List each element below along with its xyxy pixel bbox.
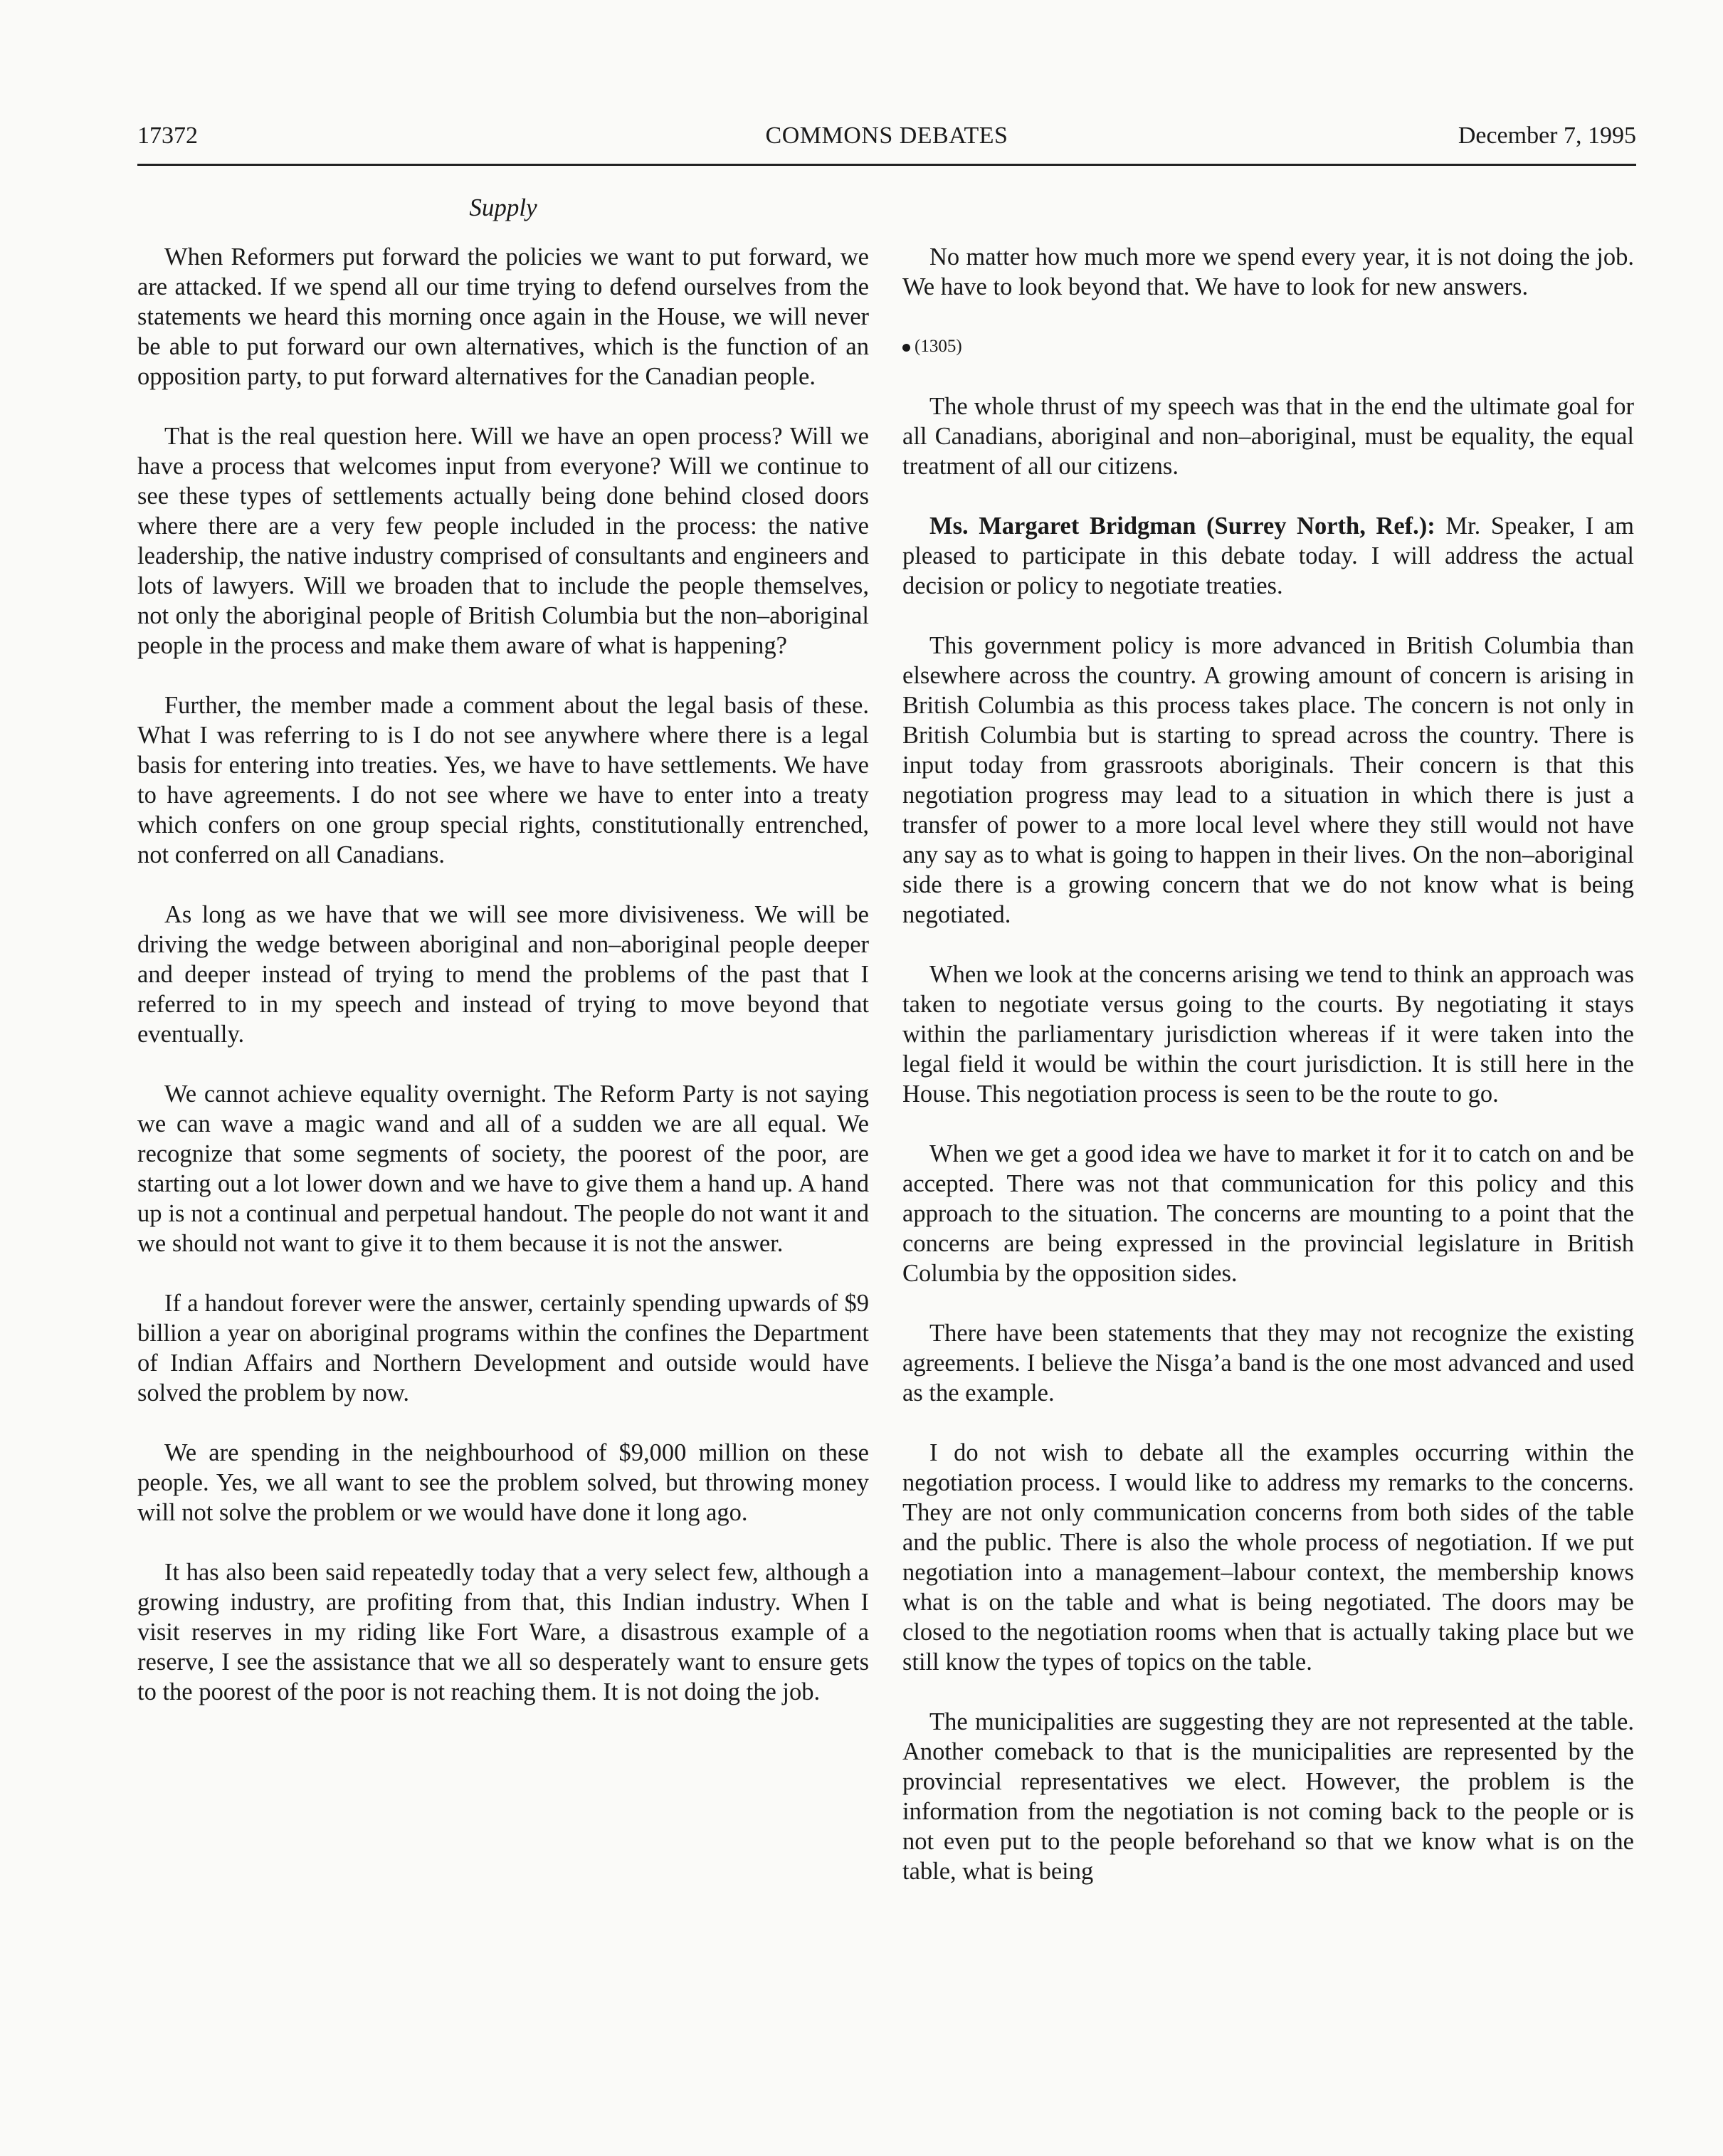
header-rule [137, 164, 1636, 166]
section-title: Supply [469, 194, 537, 221]
paragraph: Further, the member made a comment about the legal basis of these. What I was referring to is I do not see anywhere where there is a legal basis for entering into treaties. Yes, we have to have settlements. We have to have agreements. I do not see where we have to enter into a treaty which confers on one group special rights, constitutionally entrenched, not conferred on all Canadians. [137, 692, 869, 868]
paragraph: This government policy is more advanced in British Columbia than elsewhere across the country. A growing amount of concern is arising in British Columbia as this process takes place. The concern is not only in British Columbia but is starting to spread across the country. There is input today from grassroots aboriginals. Their concern is that this negotiation progress may lead to a situation in which there is just a transfer of power to a more local level where they still would not have any say as to what is going to happen in their lives. On the non–aboriginal side there is a growing concern that we do not know what is being negotiated. [902, 632, 1634, 928]
paragraph: As long as we have that we will see more divisiveness. We will be driving the wedge between aboriginal and non–aboriginal people deeper and deeper instead of trying to mend the problems of the past that I referred to in my speech and instead of trying to move beyond that eventually. [137, 901, 869, 1048]
time-marker [902, 332, 1634, 362]
paragraph: If a handout forever were the answer, certainly spending upwards of $9 billion a year on aboriginal programs within the confines the Department of Indian Affairs and Northern Development and outside would have solved the problem by now. [137, 1290, 869, 1406]
speaker-paragraph [902, 511, 1634, 601]
page-date: December 7, 1995 [1458, 122, 1636, 149]
page-number: 17372 [137, 122, 198, 149]
time-marker-text: (1305) [915, 337, 962, 356]
paragraph: We cannot achieve equality overnight. The Reform Party is not saying we can wave a magic wand and all of a sudden we are all equal. We recognize that some segments of society, the poorest of the poor, are starting out a lot lower down and we have to give them a hand up. A hand up is not a continual and perpetual handout. The people do not want it and we should not want to give it to them because it is not the answer. [137, 1080, 869, 1257]
speaker-name: Ms. Margaret Bridgman (Surrey North, Ref.): [929, 512, 1435, 540]
speaker-text: Mr. Speaker, I am pleased to participate in this debate today. I will address the actual decision or policy to negotiate treaties. [902, 512, 1634, 599]
paragraph: We are spending in the neighbourhood of $9,000 million on these people. Yes, we all want to see the problem solved, but throwing money will not solve the problem or we would have done it long ago. [137, 1439, 869, 1526]
paragraph: When Reformers put forward the policies we want to put forward, we are attacked. If we spend all our time trying to defend ourselves from the statements we heard this morning once again in the House, we will never be able to put forward our own alternatives, which is the function of an opposition party, to put forward alternatives for the Canadian people. [137, 243, 869, 390]
paragraph: That is the real question here. Will we have an open process? Will we have a process that welcomes input from everyone? Will we continue to see these types of settlements actually being done behind closed doors where there are a very few people included in the process: the native leadership, the native industry comprised of consultants and engineers and lots of lawyers. Will we broaden that to include the people themselves, not only the aboriginal people of British Columbia but the non–aboriginal people in the process and make them aware of what is happening? [137, 423, 869, 659]
paragraph: It has also been said repeatedly today that a very select few, although a growing industry, are profiting from that, this Indian industry. When I visit reserves in my riding like Fort Ware, a disastrous example of a reserve, I see the assistance that we all so desperately want to ensure gets to the poorest of the poor is not reaching them. It is not doing the job. [137, 1559, 869, 1705]
paragraph: The municipalities are suggesting they are not represented at the table. Another comeback to that is the municipalities are represented by the provincial representatives we elect. However, the problem is the information from the negotiation is not coming back to the people or is not even put to the people beforehand so that we know what is on the table, what is being [902, 1708, 1634, 1885]
page-header [137, 122, 1636, 158]
bullet-icon [902, 344, 910, 352]
publication-title: COMMONS DEBATES [765, 122, 1008, 149]
right-column [902, 242, 1634, 1916]
paragraph: No matter how much more we spend every year, it is not doing the job. We have to look beyond that. We have to look for new answers. [902, 243, 1634, 300]
paragraph: The whole thrust of my speech was that in the end the ultimate goal for all Canadians, aboriginal and non–aboriginal, must be equality, the equal treatment of all our citizens. [902, 393, 1634, 480]
paragraph: When we get a good idea we have to market it for it to catch on and be accepted. There was not that communication for this policy and this approach to the situation. The concerns are mounting to a point that the concerns are being expressed in the provincial legislature in British Columbia by the opposition sides. [902, 1140, 1634, 1287]
paragraph: I do not wish to debate all the examples occurring within the negotiation process. I would like to address my remarks to the concerns. They are not only communication concerns from both sides of the table and the public. There is also the whole process of negotiation. If we put negotiation into a management–labour context, the membership knows what is on the table and what is being negotiated. The doors may be closed to the negotiation rooms when that is actually taking place but we still know the types of topics on the table. [902, 1439, 1634, 1676]
paragraph: When we look at the concerns arising we tend to think an approach was taken to negotiate versus going to the courts. By negotiating it stays within the parliamentary jurisdiction whereas if it were taken into the legal field it would be within the court jurisdiction. It is still here in the House. This negotiation process is seen to be the route to go. [902, 961, 1634, 1108]
left-column [137, 242, 869, 1737]
paragraph: There have been statements that they may not recognize the existing agreements. I believe the Nisga’a band is the one most advanced and used as the example. [902, 1320, 1634, 1406]
